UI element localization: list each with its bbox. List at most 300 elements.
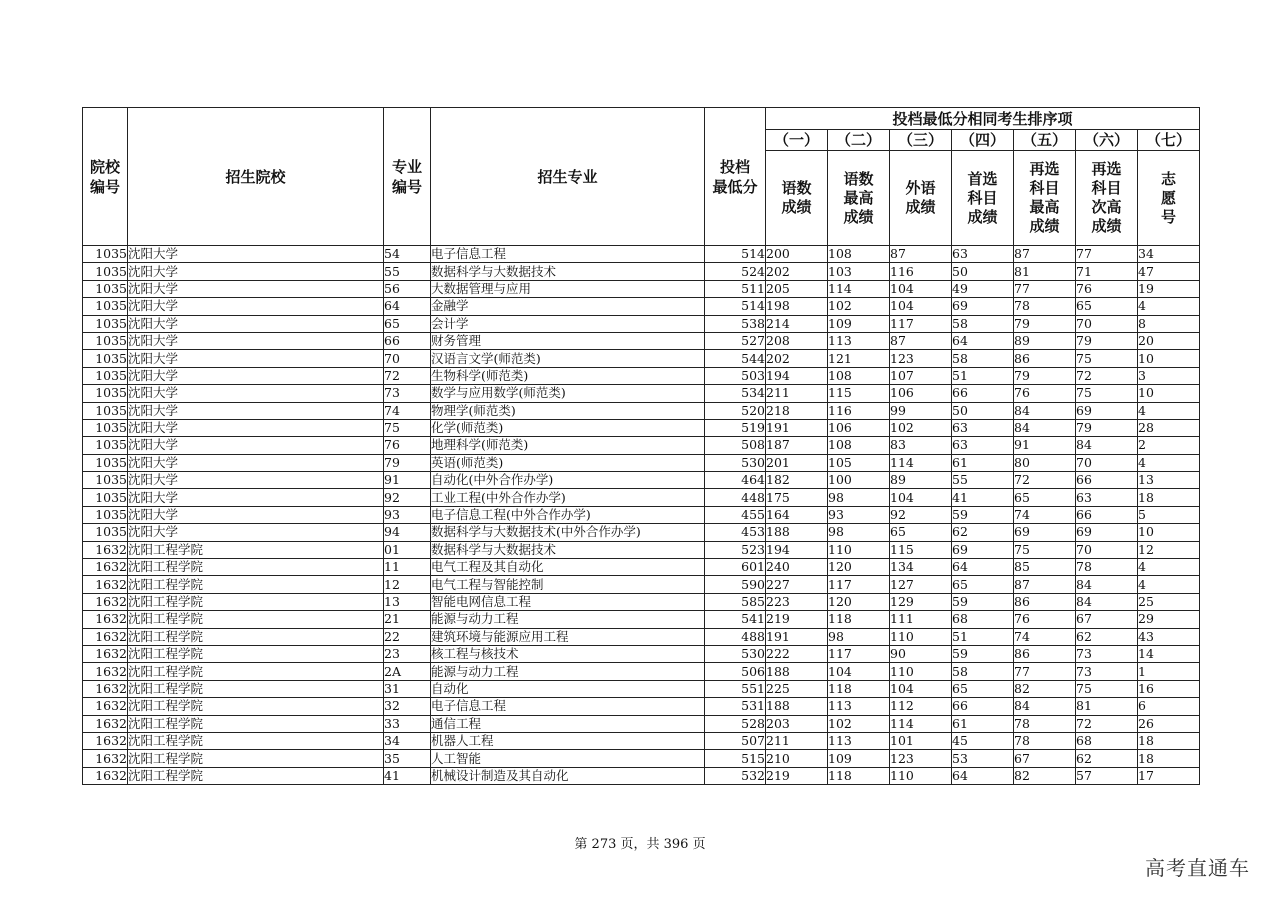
cell-first-subject-score: 53 <box>952 750 1014 767</box>
table-row <box>83 489 1200 506</box>
cell-min-score: 524 <box>705 263 766 280</box>
cell-major-name: 能源与动力工程 <box>431 611 705 628</box>
cell-min-score: 514 <box>705 298 766 315</box>
cell-reselect-second-score: 69 <box>1076 524 1138 541</box>
cell-yushu-max-score: 118 <box>828 767 890 784</box>
cell-major-name: 金融学 <box>431 298 705 315</box>
cell-reselect-second-score: 68 <box>1076 732 1138 749</box>
cell-school-code: 1632 <box>83 680 128 697</box>
cell-yushu-score: 175 <box>766 489 828 506</box>
cell-major-name: 工业工程(中外合作办学) <box>431 489 705 506</box>
cell-school-name: 沈阳工程学院 <box>128 680 384 697</box>
cell-reselect-second-score: 79 <box>1076 419 1138 436</box>
cell-major-code: 13 <box>384 593 431 610</box>
cell-major-name: 人工智能 <box>431 750 705 767</box>
cell-major-code: 94 <box>384 524 431 541</box>
cell-major-name: 地理科学(师范类) <box>431 437 705 454</box>
tiebreak-number-3: （三） <box>890 130 952 151</box>
cell-yushu-max-score: 105 <box>828 454 890 471</box>
tiebreak-label-5: 再选 科目 最高 成绩 <box>1014 151 1076 246</box>
cell-school-code: 1035 <box>83 315 128 332</box>
header-school-name: 招生院校 <box>128 108 384 246</box>
cell-school-code: 1035 <box>83 280 128 297</box>
cell-first-subject-score: 50 <box>952 402 1014 419</box>
cell-school-name: 沈阳工程学院 <box>128 698 384 715</box>
cell-yushu-max-score: 118 <box>828 611 890 628</box>
cell-min-score: 503 <box>705 367 766 384</box>
admission-score-table <box>82 107 1200 785</box>
cell-reselect-second-score: 84 <box>1076 593 1138 610</box>
cell-yushu-max-score: 108 <box>828 367 890 384</box>
cell-school-name: 沈阳大学 <box>128 437 384 454</box>
cell-major-code: 75 <box>384 419 431 436</box>
cell-school-code: 1632 <box>83 715 128 732</box>
cell-first-subject-score: 68 <box>952 611 1014 628</box>
cell-major-name: 化学(师范类) <box>431 419 705 436</box>
cell-preference-number: 2 <box>1138 437 1200 454</box>
cell-yushu-score: 208 <box>766 332 828 349</box>
cell-major-name: 电子信息工程(中外合作办学) <box>431 506 705 523</box>
cell-major-name: 电气工程及其自动化 <box>431 559 705 576</box>
cell-yushu-max-score: 113 <box>828 698 890 715</box>
cell-school-code: 1035 <box>83 385 128 402</box>
cell-school-name: 沈阳大学 <box>128 524 384 541</box>
table-row <box>83 472 1200 489</box>
table-row <box>83 767 1200 784</box>
cell-reselect-max-score: 79 <box>1014 367 1076 384</box>
cell-preference-number: 14 <box>1138 645 1200 662</box>
cell-yushu-max-score: 102 <box>828 715 890 732</box>
cell-min-score: 514 <box>705 246 766 263</box>
cell-major-code: 34 <box>384 732 431 749</box>
cell-min-score: 530 <box>705 645 766 662</box>
cell-preference-number: 4 <box>1138 402 1200 419</box>
cell-reselect-second-score: 78 <box>1076 559 1138 576</box>
cell-first-subject-score: 69 <box>952 298 1014 315</box>
cell-school-code: 1632 <box>83 541 128 558</box>
cell-yushu-score: 194 <box>766 367 828 384</box>
cell-school-code: 1632 <box>83 750 128 767</box>
tiebreak-number-4: （四） <box>952 130 1014 151</box>
cell-reselect-second-score: 62 <box>1076 750 1138 767</box>
table-row <box>83 541 1200 558</box>
cell-foreign-lang-score: 129 <box>890 593 952 610</box>
cell-first-subject-score: 63 <box>952 246 1014 263</box>
cell-major-code: 92 <box>384 489 431 506</box>
table-row <box>83 663 1200 680</box>
cell-preference-number: 13 <box>1138 472 1200 489</box>
table-row <box>83 698 1200 715</box>
cell-yushu-max-score: 106 <box>828 419 890 436</box>
cell-school-name: 沈阳大学 <box>128 332 384 349</box>
cell-yushu-max-score: 109 <box>828 750 890 767</box>
cell-reselect-second-score: 72 <box>1076 367 1138 384</box>
cell-foreign-lang-score: 110 <box>890 767 952 784</box>
cell-major-code: 91 <box>384 472 431 489</box>
cell-major-code: 79 <box>384 454 431 471</box>
table-row <box>83 454 1200 471</box>
cell-yushu-score: 182 <box>766 472 828 489</box>
cell-foreign-lang-score: 106 <box>890 385 952 402</box>
cell-school-code: 1632 <box>83 645 128 662</box>
cell-reselect-second-score: 70 <box>1076 454 1138 471</box>
cell-preference-number: 5 <box>1138 506 1200 523</box>
cell-major-code: 01 <box>384 541 431 558</box>
cell-yushu-max-score: 114 <box>828 280 890 297</box>
cell-reselect-max-score: 75 <box>1014 541 1076 558</box>
cell-school-name: 沈阳工程学院 <box>128 645 384 662</box>
cell-min-score: 448 <box>705 489 766 506</box>
cell-school-code: 1632 <box>83 732 128 749</box>
cell-foreign-lang-score: 134 <box>890 559 952 576</box>
cell-yushu-score: 164 <box>766 506 828 523</box>
cell-reselect-second-score: 72 <box>1076 715 1138 732</box>
cell-foreign-lang-score: 104 <box>890 280 952 297</box>
cell-school-name: 沈阳大学 <box>128 280 384 297</box>
cell-preference-number: 10 <box>1138 385 1200 402</box>
cell-yushu-max-score: 109 <box>828 315 890 332</box>
cell-first-subject-score: 49 <box>952 280 1014 297</box>
cell-major-code: 11 <box>384 559 431 576</box>
cell-reselect-second-score: 63 <box>1076 489 1138 506</box>
cell-yushu-score: 205 <box>766 280 828 297</box>
cell-reselect-second-score: 66 <box>1076 472 1138 489</box>
cell-school-name: 沈阳工程学院 <box>128 750 384 767</box>
cell-major-name: 生物科学(师范类) <box>431 367 705 384</box>
cell-foreign-lang-score: 92 <box>890 506 952 523</box>
cell-major-name: 自动化(中外合作办学) <box>431 472 705 489</box>
cell-preference-number: 18 <box>1138 750 1200 767</box>
cell-school-code: 1632 <box>83 593 128 610</box>
cell-major-code: 66 <box>384 332 431 349</box>
cell-foreign-lang-score: 83 <box>890 437 952 454</box>
cell-school-code: 1035 <box>83 246 128 263</box>
table-row <box>83 367 1200 384</box>
table-row <box>83 524 1200 541</box>
cell-first-subject-score: 64 <box>952 332 1014 349</box>
cell-first-subject-score: 51 <box>952 628 1014 645</box>
cell-major-code: 2A <box>384 663 431 680</box>
cell-major-name: 核工程与核技术 <box>431 645 705 662</box>
cell-reselect-second-score: 70 <box>1076 541 1138 558</box>
cell-preference-number: 12 <box>1138 541 1200 558</box>
cell-reselect-max-score: 72 <box>1014 472 1076 489</box>
cell-reselect-second-score: 65 <box>1076 298 1138 315</box>
cell-foreign-lang-score: 65 <box>890 524 952 541</box>
cell-yushu-max-score: 121 <box>828 350 890 367</box>
table-row <box>83 437 1200 454</box>
cell-min-score: 453 <box>705 524 766 541</box>
cell-preference-number: 10 <box>1138 350 1200 367</box>
cell-first-subject-score: 69 <box>952 541 1014 558</box>
cell-first-subject-score: 62 <box>952 524 1014 541</box>
cell-min-score: 515 <box>705 750 766 767</box>
cell-yushu-score: 225 <box>766 680 828 697</box>
table-row <box>83 280 1200 297</box>
table-row <box>83 611 1200 628</box>
cell-school-code: 1632 <box>83 663 128 680</box>
header-tiebreak-title: 投档最低分相同考生排序项 <box>766 108 1200 130</box>
cell-yushu-max-score: 100 <box>828 472 890 489</box>
cell-reselect-max-score: 74 <box>1014 506 1076 523</box>
cell-major-name: 数据科学与大数据技术(中外合作办学) <box>431 524 705 541</box>
cell-major-name: 电子信息工程 <box>431 698 705 715</box>
cell-school-name: 沈阳工程学院 <box>128 559 384 576</box>
cell-reselect-second-score: 81 <box>1076 698 1138 715</box>
cell-reselect-second-score: 76 <box>1076 280 1138 297</box>
cell-foreign-lang-score: 127 <box>890 576 952 593</box>
cell-min-score: 544 <box>705 350 766 367</box>
cell-major-name: 电子信息工程 <box>431 246 705 263</box>
cell-foreign-lang-score: 90 <box>890 645 952 662</box>
cell-first-subject-score: 41 <box>952 489 1014 506</box>
cell-school-code: 1632 <box>83 559 128 576</box>
cell-first-subject-score: 61 <box>952 715 1014 732</box>
cell-foreign-lang-score: 99 <box>890 402 952 419</box>
tiebreak-label-6: 再选 科目 次高 成绩 <box>1076 151 1138 246</box>
cell-school-code: 1035 <box>83 419 128 436</box>
cell-yushu-max-score: 113 <box>828 732 890 749</box>
cell-major-code: 93 <box>384 506 431 523</box>
cell-foreign-lang-score: 107 <box>890 367 952 384</box>
cell-school-name: 沈阳工程学院 <box>128 593 384 610</box>
cell-min-score: 531 <box>705 698 766 715</box>
cell-major-code: 73 <box>384 385 431 402</box>
cell-reselect-second-score: 84 <box>1076 576 1138 593</box>
cell-reselect-max-score: 84 <box>1014 402 1076 419</box>
cell-yushu-max-score: 120 <box>828 593 890 610</box>
cell-yushu-score: 211 <box>766 732 828 749</box>
cell-school-name: 沈阳大学 <box>128 246 384 263</box>
cell-yushu-max-score: 113 <box>828 332 890 349</box>
cell-min-score: 488 <box>705 628 766 645</box>
cell-major-name: 汉语言文学(师范类) <box>431 350 705 367</box>
table-row <box>83 593 1200 610</box>
cell-min-score: 520 <box>705 402 766 419</box>
cell-school-name: 沈阳工程学院 <box>128 541 384 558</box>
cell-first-subject-score: 51 <box>952 367 1014 384</box>
cell-major-name: 物理学(师范类) <box>431 402 705 419</box>
cell-major-name: 数学与应用数学(师范类) <box>431 385 705 402</box>
cell-min-score: 532 <box>705 767 766 784</box>
table-row <box>83 732 1200 749</box>
cell-reselect-max-score: 69 <box>1014 524 1076 541</box>
cell-major-code: 54 <box>384 246 431 263</box>
cell-yushu-max-score: 102 <box>828 298 890 315</box>
cell-yushu-max-score: 117 <box>828 576 890 593</box>
tiebreak-label-3: 外语 成绩 <box>890 151 952 246</box>
cell-first-subject-score: 64 <box>952 767 1014 784</box>
cell-min-score: 551 <box>705 680 766 697</box>
cell-yushu-score: 210 <box>766 750 828 767</box>
tiebreak-label-1: 语数 成绩 <box>766 151 828 246</box>
cell-first-subject-score: 66 <box>952 385 1014 402</box>
cell-major-code: 76 <box>384 437 431 454</box>
cell-yushu-score: 219 <box>766 611 828 628</box>
cell-reselect-max-score: 74 <box>1014 628 1076 645</box>
cell-major-name: 数据科学与大数据技术 <box>431 263 705 280</box>
cell-foreign-lang-score: 104 <box>890 298 952 315</box>
cell-school-code: 1632 <box>83 698 128 715</box>
cell-first-subject-score: 50 <box>952 263 1014 280</box>
cell-major-name: 财务管理 <box>431 332 705 349</box>
cell-min-score: 534 <box>705 385 766 402</box>
cell-foreign-lang-score: 102 <box>890 419 952 436</box>
cell-major-name: 通信工程 <box>431 715 705 732</box>
cell-school-name: 沈阳大学 <box>128 419 384 436</box>
cell-yushu-score: 223 <box>766 593 828 610</box>
cell-major-name: 智能电网信息工程 <box>431 593 705 610</box>
cell-yushu-score: 187 <box>766 437 828 454</box>
header-school-code: 院校 编号 <box>83 108 128 246</box>
table-row <box>83 559 1200 576</box>
cell-school-name: 沈阳大学 <box>128 263 384 280</box>
table-row <box>83 506 1200 523</box>
cell-foreign-lang-score: 117 <box>890 315 952 332</box>
cell-reselect-max-score: 89 <box>1014 332 1076 349</box>
cell-reselect-second-score: 67 <box>1076 611 1138 628</box>
cell-first-subject-score: 63 <box>952 419 1014 436</box>
cell-yushu-max-score: 98 <box>828 489 890 506</box>
cell-school-name: 沈阳工程学院 <box>128 715 384 732</box>
cell-school-code: 1035 <box>83 263 128 280</box>
table-row <box>83 263 1200 280</box>
cell-foreign-lang-score: 87 <box>890 332 952 349</box>
cell-school-name: 沈阳工程学院 <box>128 628 384 645</box>
cell-preference-number: 4 <box>1138 454 1200 471</box>
cell-reselect-max-score: 67 <box>1014 750 1076 767</box>
cell-min-score: 590 <box>705 576 766 593</box>
cell-foreign-lang-score: 114 <box>890 454 952 471</box>
page-footer: 第 273 页，共 396 页 <box>574 837 706 852</box>
table-row <box>83 298 1200 315</box>
cell-major-code: 70 <box>384 350 431 367</box>
cell-reselect-max-score: 78 <box>1014 298 1076 315</box>
cell-foreign-lang-score: 104 <box>890 489 952 506</box>
cell-major-name: 机器人工程 <box>431 732 705 749</box>
tiebreak-number-7: （七） <box>1138 130 1200 151</box>
cell-school-code: 1035 <box>83 332 128 349</box>
cell-min-score: 511 <box>705 280 766 297</box>
cell-school-name: 沈阳大学 <box>128 350 384 367</box>
cell-school-name: 沈阳大学 <box>128 489 384 506</box>
table-row <box>83 419 1200 436</box>
cell-major-code: 21 <box>384 611 431 628</box>
cell-reselect-max-score: 85 <box>1014 559 1076 576</box>
cell-foreign-lang-score: 114 <box>890 715 952 732</box>
cell-reselect-max-score: 86 <box>1014 350 1076 367</box>
cell-preference-number: 1 <box>1138 663 1200 680</box>
cell-school-code: 1035 <box>83 367 128 384</box>
cell-preference-number: 17 <box>1138 767 1200 784</box>
cell-reselect-second-score: 77 <box>1076 246 1138 263</box>
cell-reselect-second-score: 70 <box>1076 315 1138 332</box>
cell-reselect-second-score: 57 <box>1076 767 1138 784</box>
cell-min-score: 601 <box>705 559 766 576</box>
cell-reselect-max-score: 82 <box>1014 680 1076 697</box>
cell-reselect-max-score: 87 <box>1014 576 1076 593</box>
cell-major-name: 机械设计制造及其自动化 <box>431 767 705 784</box>
cell-major-code: 12 <box>384 576 431 593</box>
cell-school-code: 1035 <box>83 402 128 419</box>
cell-first-subject-score: 61 <box>952 454 1014 471</box>
cell-first-subject-score: 59 <box>952 506 1014 523</box>
cell-major-name: 建筑环境与能源应用工程 <box>431 628 705 645</box>
cell-school-name: 沈阳大学 <box>128 402 384 419</box>
cell-first-subject-score: 65 <box>952 680 1014 697</box>
tiebreak-number-6: （六） <box>1076 130 1138 151</box>
cell-min-score: 585 <box>705 593 766 610</box>
cell-reselect-max-score: 87 <box>1014 246 1076 263</box>
cell-preference-number: 34 <box>1138 246 1200 263</box>
cell-reselect-max-score: 65 <box>1014 489 1076 506</box>
cell-school-code: 1632 <box>83 611 128 628</box>
cell-preference-number: 18 <box>1138 732 1200 749</box>
cell-school-code: 1035 <box>83 472 128 489</box>
cell-major-code: 32 <box>384 698 431 715</box>
cell-yushu-score: 211 <box>766 385 828 402</box>
cell-yushu-score: 198 <box>766 298 828 315</box>
cell-yushu-max-score: 116 <box>828 402 890 419</box>
cell-school-code: 1035 <box>83 437 128 454</box>
cell-reselect-max-score: 78 <box>1014 732 1076 749</box>
cell-foreign-lang-score: 112 <box>890 698 952 715</box>
cell-preference-number: 20 <box>1138 332 1200 349</box>
cell-yushu-score: 188 <box>766 663 828 680</box>
cell-major-code: 64 <box>384 298 431 315</box>
cell-major-name: 自动化 <box>431 680 705 697</box>
cell-major-code: 41 <box>384 767 431 784</box>
cell-yushu-score: 188 <box>766 524 828 541</box>
table-row <box>83 315 1200 332</box>
cell-school-name: 沈阳大学 <box>128 472 384 489</box>
cell-major-name: 会计学 <box>431 315 705 332</box>
cell-major-code: 35 <box>384 750 431 767</box>
cell-reselect-second-score: 79 <box>1076 332 1138 349</box>
cell-yushu-score: 194 <box>766 541 828 558</box>
table-row <box>83 628 1200 645</box>
watermark: 高考直通车 <box>1145 856 1250 880</box>
cell-reselect-max-score: 76 <box>1014 611 1076 628</box>
cell-school-name: 沈阳大学 <box>128 367 384 384</box>
cell-yushu-max-score: 108 <box>828 246 890 263</box>
table-row <box>83 645 1200 662</box>
cell-yushu-score: 218 <box>766 402 828 419</box>
cell-yushu-score: 200 <box>766 246 828 263</box>
cell-reselect-max-score: 84 <box>1014 419 1076 436</box>
cell-min-score: 507 <box>705 732 766 749</box>
cell-yushu-score: 191 <box>766 419 828 436</box>
cell-school-name: 沈阳大学 <box>128 454 384 471</box>
cell-reselect-second-score: 69 <box>1076 402 1138 419</box>
cell-min-score: 528 <box>705 715 766 732</box>
cell-yushu-max-score: 103 <box>828 263 890 280</box>
cell-school-code: 1632 <box>83 767 128 784</box>
cell-reselect-max-score: 86 <box>1014 593 1076 610</box>
cell-reselect-max-score: 77 <box>1014 280 1076 297</box>
tiebreak-number-2: （二） <box>828 130 890 151</box>
cell-preference-number: 29 <box>1138 611 1200 628</box>
cell-yushu-max-score: 104 <box>828 663 890 680</box>
cell-min-score: 530 <box>705 454 766 471</box>
cell-preference-number: 4 <box>1138 576 1200 593</box>
cell-preference-number: 28 <box>1138 419 1200 436</box>
cell-first-subject-score: 64 <box>952 559 1014 576</box>
cell-major-name: 英语(师范类) <box>431 454 705 471</box>
cell-major-code: 33 <box>384 715 431 732</box>
cell-min-score: 508 <box>705 437 766 454</box>
tiebreak-number-1: （一） <box>766 130 828 151</box>
